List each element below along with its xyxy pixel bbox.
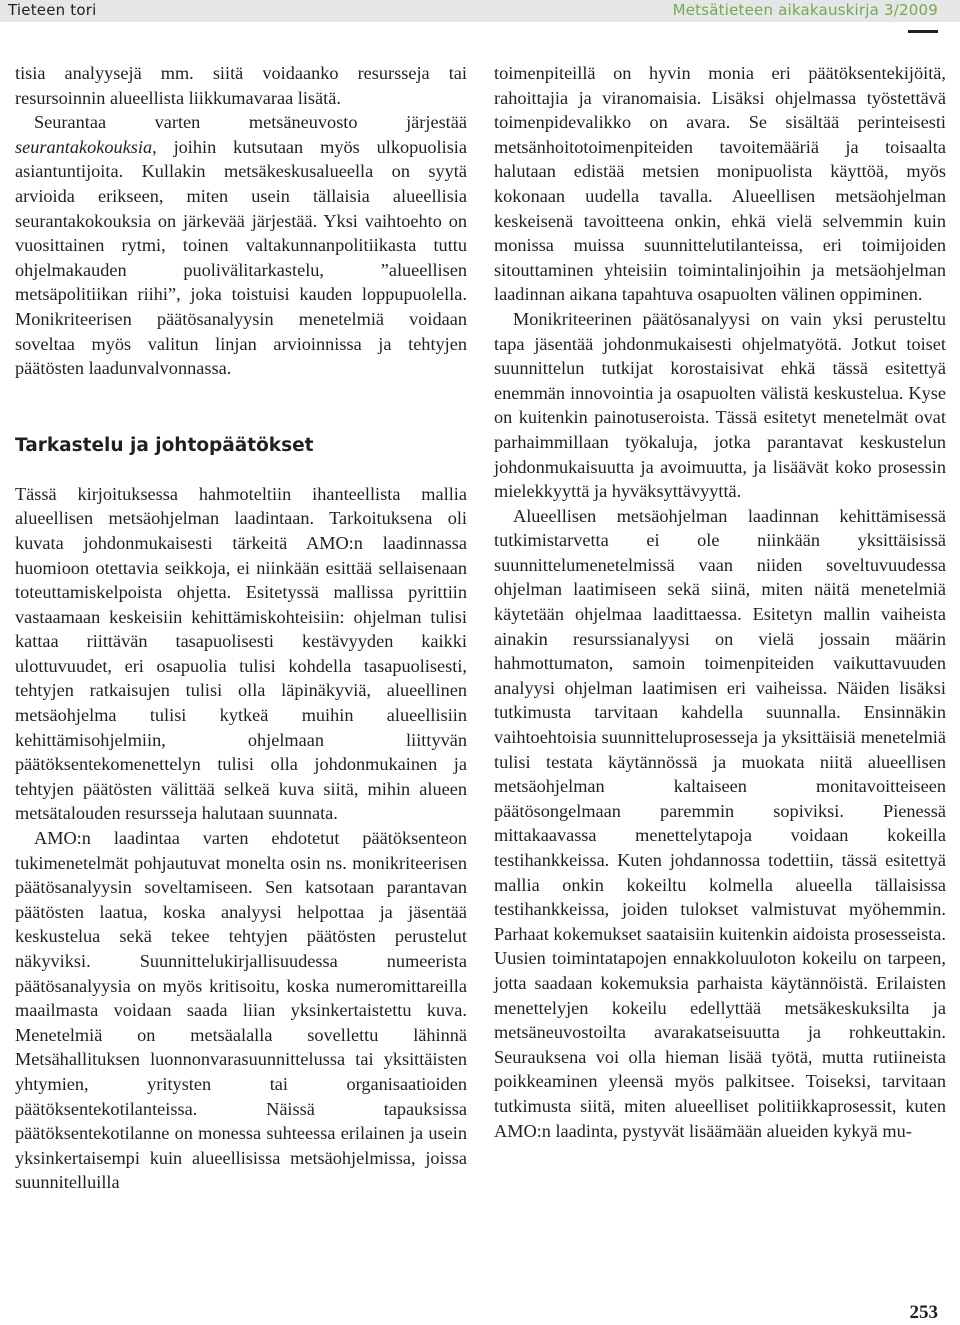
section-title: Tieteen tori	[8, 1, 97, 19]
paragraph: Tässä kirjoituksessa hahmoteltiin ihanteellista mallia alueellisen metsäohjelman laadintaan. Tarkoituksena oli kuvata johdonmukaisesti tärkeitä AMO:n laadinnassa huomioon otettavia seikkoja, ei niinkään esittää sellaisenaan toteuttamiskelpoista ohjetta. Esitetyssä mallissa pyrittiin vastaamaan keskeisiin kehittämiskohteisiin: ohjelman tulisi kattaa riittävän tasapuolisesti kestävyyden kaikki ulottuvuudet, eri osapuolia tulisi kohdella tasapuolisesti, tehtyjen ratkaisujen tulisi olla läpinäkyviä, alueellinen metsäohjelma tulisi kytkeä muihin alueellisiin kehittämisohjelmiin, ohjelmaan liittyvän päätöksentekomenettelyn tulisi olla johdonmukainen ja tehtyjen päätösten välittää selkeä kuva siitä, mihin alueen metsätalouden resursseja halutaan suunnata.	[15, 483, 467, 824]
running-header	[0, 0, 960, 22]
header-rule	[908, 30, 938, 33]
paragraph: tisia analyysejä mm. siitä voidaanko resursseja tai resursoinnin alueellista liikkumavaraa lisätä.	[15, 63, 467, 108]
paragraph-text: , joihin kutsutaan myös ulkopuolisia asiantuntijoita. Kullakin metsäkeskusalueella on syytä arvioida erikseen, miten usein tällaisia alueellisia seurantakokouksia on järkevää järjestää. Yksi vaihtoehto on vuosittainen rytmi, toinen valtakunnanpolitiikasta tuttu ohjelmakauden puolivälitarkastelu, ”alueellisen metsäpolitiikan riihi”, joka toistuisi kauden loppupuolella. Monikriteerisen päätösanalyysin menetelmiä voidaan soveltaa myös valitun linjan arvioinnissa ja tehtyjen päätösten laadunvalvonnassa.	[15, 136, 467, 379]
paragraph-text: Seurantaa varten metsäneuvosto järjestää	[34, 112, 467, 133]
paragraph	[15, 110, 467, 381]
journal-title: Metsätieteen aikakauskirja 3/2009	[672, 1, 938, 19]
paragraph: Alueellisen metsäohjelman laadinnan kehittämisessä tutkimistarvetta ei ole niinkään yksittäisissä suunnittelumenetelmissä vaan niiden soveltuvuudessa ohjelman laatimiseen sekä siinä, miten näitä menetelmiä käytetään ohjelmaa laadittaessa. Esitetyn mallin vaiheista ainakin resurssianalyysi on vielä jossain määrin hahmottumaton, samoin toimenpiteiden vaikuttavuuden analyysi ohjelman laatimisen eri vaiheissa. Näiden lisäksi tutkimusta tarvitaan kahdella suunnalla. Ensinnäkin vaihtoehtoisia suunnitteluprosesseja ja yksittäisiä menetelmiä tulisi testata käytännössä ja muokata niitä alueellisen metsäohjelman kaltaiseen monitavoitteiseen päätösongelmaan paremmin sopiviksi. Pienessä mittakaavassa menettelytapoja voidaan kokeilla testihankkeissa. Kuten johdannossa todettiin, tässä esitettyä mallia onkin kokeiltu kolmella alueella tällaisissa testihankkeissa, joiden tulokset valmistuvat myöhemmin. Parhaat kokemukset saataisiin kuitenkin aidoista prosesseista. Uusien toimintatapojen ennakkoluuloton kokeilu on tarpeen, jotta saadaan kokemuksia parhaista käytännöistä. Erilaisten menettelyjen kokeilu edellyttää metsäkeskuksilta ja metsäneuvostoilta avarakatseisuutta ja rohkeuttakin. Seurauksena voi olla hieman lisää työtä, mutta rutiineista poikkeaminen yleensä myös palkitsee. Toiseksi, tarvitaan tutkimusta siitä, miten alueelliset politiikkaprosessit, kuten AMO:n laadinta, pystyvät lisäämään alueiden kykyä mu-	[494, 505, 946, 1141]
page-number: 253	[909, 1302, 938, 1323]
paragraph: Monikriteerinen päätösanalyysi on vain yksi perusteltu tapa jäsentää johdonmukaisesti ohjelmatyötä. Jotkut toiset suunnittelun tutkijat korostaisivat ehkä tässä esitettyä enemmän innovointia ja osapuolten välistä keskustelua. Kyse on kuitenkin painotuseroista. Tässä esitetyt menetelmät ovat parhaimmillaan työkaluja, jotka parantavat keskustelun johdonmukaisuutta ja avoimuutta, ja lisäävät koko prosessin mielekkyyttä ja hyväksyttävyyttä.	[494, 308, 946, 502]
paragraph: toimenpiteillä on hyvin monia eri päätöksentekijöitä, rahoittajia ja viranomaisia. Lisäksi ohjelmassa työstettävä toimenpidevalikko on avara. Se sisältää perinteisesti metsänhoitotoimenpiteiden tavoitemääriä ja toisaalta halutaan edistää metsien monipuolista käyttöä, myös kokonaan uudella tavalla. Alueellisen metsäohjelman keskeisenä tavoitteena onkin, ehkä vielä selvemmin kuin monissa muissa suunnittelutilanteissa, eri toimijoiden sitouttaminen yhteisiin toimintalinjoihin ja metsäohjelman laadinnan aikana tapahtuva osapuolten välinen oppiminen.	[494, 63, 946, 305]
section-heading: Tarkastelu ja johtopäätökset	[15, 434, 314, 456]
right-column	[494, 61, 946, 1143]
left-column	[15, 61, 467, 1195]
paragraph: AMO:n laadintaa varten ehdotetut päätöksenteon tukimenetelmät pohjautuvat monelta osin ns. monikriteerisen päätösanalyysin soveltamiseen. Sen katsotaan parantavan päätösten laatua, koska analyysi helpottaa ja jäsentää keskustelua sekä tekee tehtyjen päätösten perustelut näkyviksi. Suunnittelukirjallisuudessa numeerista päätösanalyysia on myös kritisoitu, koska numeromittareilla maailmasta voidaan saada liian yksinkertaistettu kuva. Menetelmiä on metsäalalla sovellettu lähinnä Metsähallituksen luonnonvarasuunnittelussa tai yksittäisten yhtymien, yritysten tai organisaatioiden päätöksentekotilanteissa. Näissä tapauksissa päätöksentekotilanne on monessa suhteessa erilainen ja usein yksinkertaisempi kuin alueellisissa metsäohjelmissa, joissa suunnitelluilla	[15, 828, 467, 1193]
emphasis: seurantakokouksia	[15, 136, 153, 157]
